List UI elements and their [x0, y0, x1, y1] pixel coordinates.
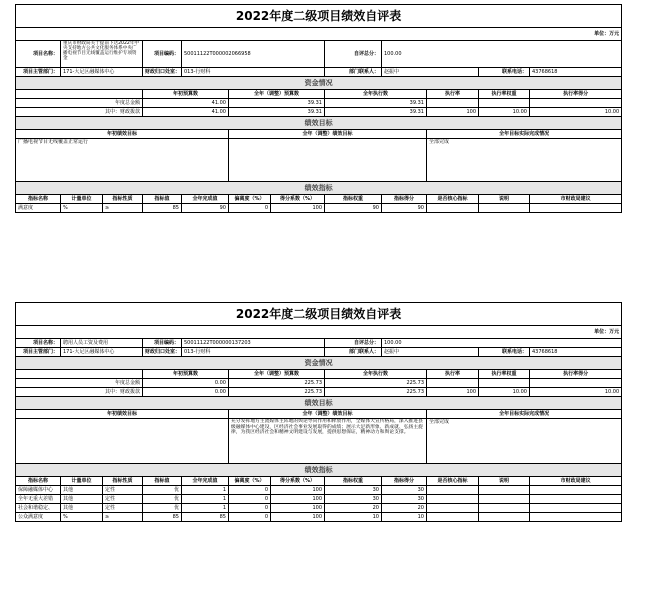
sheet-title: 2022年度二级项目绩效自评表 [16, 5, 622, 28]
funds-row [16, 388, 622, 397]
ind-cell: 1 [182, 504, 229, 513]
funds-header: 全年执行数 [325, 90, 427, 99]
ind-cell: 20 [325, 504, 382, 513]
section-indicators: 绩效指标 [16, 464, 622, 477]
ind-cell: 100 [271, 513, 325, 522]
funds-cell: 39.31 [325, 99, 427, 108]
ind-header: 计量单位 [61, 195, 103, 204]
phone-value: 43768618 [530, 68, 622, 77]
ind-header: 指标值 [143, 195, 182, 204]
funds-row-label: 其中：财政拨款 [16, 108, 143, 117]
ind-cell: 1 [182, 486, 229, 495]
funds-header: 年初预算数 [143, 90, 229, 99]
funds-cell [479, 379, 530, 388]
sheet-table [15, 302, 622, 522]
ind-cell [427, 495, 479, 504]
contact-label: 部门联系人： [325, 68, 382, 77]
goal-adjusted [229, 139, 427, 182]
self-score-value: 100.00 [382, 41, 622, 68]
ind-header: 市财政局建议 [530, 477, 622, 486]
ind-cell: 100 [271, 204, 325, 213]
ind-header: 偏离度（%） [229, 477, 271, 486]
ind-cell: 保障融媒体中心 [16, 486, 61, 495]
goal-header: 全年（调整）绩效目标 [229, 410, 427, 419]
funds-cell: 10.00 [530, 388, 622, 397]
ind-header: 指标得分 [382, 477, 427, 486]
ind-cell: 85 [182, 513, 229, 522]
funds-cell: 100 [427, 388, 479, 397]
goal-initial: 广播电视节目无线覆盖正常运行 [16, 139, 229, 182]
funds-cell: 41.00 [143, 108, 229, 117]
ind-cell: 0 [229, 513, 271, 522]
section-goals: 绩效目标 [16, 117, 622, 130]
funds-header: 执行率 [427, 90, 479, 99]
project-name-label: 项目名称： [16, 41, 61, 68]
ind-cell: 10 [325, 513, 382, 522]
ind-header: 是否核心指标 [427, 195, 479, 204]
ind-cell: 85 [143, 204, 182, 213]
project-code-label: 项目编码： [143, 41, 182, 68]
funds-header-blank [16, 370, 143, 379]
ind-cell: 优 [143, 486, 182, 495]
project-code-value: 50011122T000002066958 [182, 41, 325, 68]
finance-office-value: 013-行财科 [182, 68, 325, 77]
performance-sheet-1 [15, 4, 621, 260]
ind-cell: ≥ [103, 513, 143, 522]
funds-cell [530, 379, 622, 388]
funds-header: 全年执行数 [325, 370, 427, 379]
performance-sheet-2 [15, 302, 621, 579]
indicator-row [16, 513, 622, 522]
finance-office-label: 财政归口处室： [143, 68, 182, 77]
funds-cell: 39.31 [325, 108, 427, 117]
ind-header: 指标权重 [325, 477, 382, 486]
project-name-value: 重庆市财政局关于提前下达2022年中央支持地方公共文化服务体系中央广播电视节目无线覆盖运行维护专项资金 [61, 41, 143, 68]
section-funds: 资金情况 [16, 77, 622, 90]
unit-label: 单位：万元 [16, 326, 622, 339]
funds-row-label: 其中：财政拨款 [16, 388, 143, 397]
funds-header: 执行率得分 [530, 90, 622, 99]
self-score-value: 100.00 [382, 339, 622, 348]
funds-cell: 100 [427, 108, 479, 117]
ind-cell [530, 486, 622, 495]
ind-cell: 85 [143, 513, 182, 522]
ind-cell: 0 [229, 204, 271, 213]
ind-header: 指标值 [143, 477, 182, 486]
dept-value: 171-大足区融媒体中心 [61, 348, 143, 357]
section-indicators: 绩效指标 [16, 182, 622, 195]
self-score-label: 自评总分： [325, 339, 382, 348]
sheet-title: 2022年度二级项目绩效自评表 [16, 303, 622, 326]
ind-cell: 满意度 [16, 204, 61, 213]
ind-cell [427, 513, 479, 522]
funds-header: 全年（调整）预算数 [229, 90, 325, 99]
ind-header: 计量单位 [61, 477, 103, 486]
ind-cell [427, 204, 479, 213]
funds-header: 执行率得分 [530, 370, 622, 379]
ind-cell: % [61, 513, 103, 522]
dept-label: 项目主管部门： [16, 68, 61, 77]
funds-row [16, 99, 622, 108]
ind-cell: 100 [271, 504, 325, 513]
ind-cell: 100 [271, 495, 325, 504]
ind-header: 指标权重 [325, 195, 382, 204]
ind-header: 得分系数（%） [271, 477, 325, 486]
funds-header: 执行率权重 [479, 90, 530, 99]
funds-header: 执行率 [427, 370, 479, 379]
ind-cell [427, 504, 479, 513]
ind-header: 说明 [479, 477, 530, 486]
funds-cell: 225.73 [229, 379, 325, 388]
ind-cell: 其他 [61, 486, 103, 495]
ind-header: 指标性质 [103, 195, 143, 204]
ind-cell [479, 495, 530, 504]
ind-cell: 30 [325, 486, 382, 495]
goal-header: 全年目标实际完成情况 [427, 130, 622, 139]
phone-label: 联系电话： [479, 68, 530, 77]
ind-cell [530, 204, 622, 213]
ind-cell: 30 [325, 495, 382, 504]
goal-actual: 全部完成 [427, 419, 622, 464]
ind-header: 指标性质 [103, 477, 143, 486]
funds-cell: 39.31 [229, 108, 325, 117]
ind-cell [427, 486, 479, 495]
funds-header: 年初预算数 [143, 370, 229, 379]
ind-cell [479, 513, 530, 522]
funds-cell: 39.31 [229, 99, 325, 108]
funds-row-label: 年度总金额 [16, 99, 143, 108]
project-name-label: 项目名称： [16, 339, 61, 348]
ind-cell [530, 504, 622, 513]
funds-cell [427, 379, 479, 388]
goal-header: 年初绩效目标 [16, 410, 229, 419]
funds-cell [479, 99, 530, 108]
contact-value: 赵振中 [382, 68, 479, 77]
ind-cell: 社会和谐稳定、 [16, 504, 61, 513]
self-score-label: 自评总分： [325, 41, 382, 68]
funds-cell: 10.00 [530, 108, 622, 117]
indicator-row [16, 486, 622, 495]
unit-label: 单位：万元 [16, 28, 622, 41]
ind-cell: 0 [229, 504, 271, 513]
ind-cell [479, 486, 530, 495]
project-code-value: 50011122T000000137203 [182, 339, 325, 348]
funds-row [16, 108, 622, 117]
ind-cell: 20 [382, 504, 427, 513]
section-goals: 绩效目标 [16, 397, 622, 410]
ind-cell: 30 [382, 495, 427, 504]
ind-cell: 定性 [103, 504, 143, 513]
ind-header: 全年完成值 [182, 477, 229, 486]
ind-header: 指标名称 [16, 477, 61, 486]
ind-cell: 定性 [103, 495, 143, 504]
contact-value: 赵振中 [382, 348, 479, 357]
ind-cell: 90 [182, 204, 229, 213]
goal-actual: 全部完成 [427, 139, 622, 182]
contact-label: 部门联系人： [325, 348, 382, 357]
funds-cell: 10.00 [479, 388, 530, 397]
funds-cell: 41.00 [143, 99, 229, 108]
section-funds: 资金情况 [16, 357, 622, 370]
ind-cell [479, 204, 530, 213]
project-code-label: 项目编码： [143, 339, 182, 348]
indicator-row [16, 204, 622, 213]
funds-row-label: 年度总金额 [16, 379, 143, 388]
ind-cell: 其他 [61, 504, 103, 513]
ind-cell: 优 [143, 504, 182, 513]
funds-cell: 225.73 [325, 388, 427, 397]
ind-header: 全年完成值 [182, 195, 229, 204]
funds-cell: 10.00 [479, 108, 530, 117]
ind-cell: 30 [382, 486, 427, 495]
indicator-row [16, 504, 622, 513]
goal-header: 年初绩效目标 [16, 130, 229, 139]
sheet-table [15, 4, 622, 213]
ind-header: 指标得分 [382, 195, 427, 204]
ind-header: 说明 [479, 195, 530, 204]
goal-header: 全年（调整）绩效目标 [229, 130, 427, 139]
funds-cell: 0.00 [143, 379, 229, 388]
funds-header: 全年（调整）预算数 [229, 370, 325, 379]
funds-cell: 225.73 [325, 379, 427, 388]
ind-cell: 公众满意度 [16, 513, 61, 522]
goal-initial [16, 419, 229, 464]
funds-cell: 0.00 [143, 388, 229, 397]
dept-label: 项目主管部门： [16, 348, 61, 357]
project-name-value: 聘用人员工资及费用 [61, 339, 143, 348]
ind-header: 得分系数（%） [271, 195, 325, 204]
ind-cell: % [61, 204, 103, 213]
ind-header: 指标名称 [16, 195, 61, 204]
funds-cell: 225.73 [229, 388, 325, 397]
ind-cell [530, 513, 622, 522]
ind-cell: 全年无重大差错 [16, 495, 61, 504]
ind-cell: 90 [382, 204, 427, 213]
ind-cell: 定性 [103, 486, 143, 495]
ind-cell: 1 [182, 495, 229, 504]
goal-header: 全年目标实际完成情况 [427, 410, 622, 419]
funds-cell [530, 99, 622, 108]
ind-header: 是否核心指标 [427, 477, 479, 486]
indicator-row [16, 495, 622, 504]
funds-cell [427, 99, 479, 108]
ind-cell: 优 [143, 495, 182, 504]
funds-row [16, 379, 622, 388]
finance-office-value: 013-行财科 [182, 348, 325, 357]
ind-cell: 0 [229, 495, 271, 504]
dept-value: 171-大足区融媒体中心 [61, 68, 143, 77]
funds-header: 执行率权重 [479, 370, 530, 379]
phone-value: 43768618 [530, 348, 622, 357]
ind-cell: 10 [382, 513, 427, 522]
ind-cell: 其他 [61, 495, 103, 504]
ind-cell: 90 [325, 204, 382, 213]
ind-cell: 100 [271, 486, 325, 495]
finance-office-label: 财政归口处室： [143, 348, 182, 357]
ind-cell [479, 504, 530, 513]
ind-header: 市财政局建议 [530, 195, 622, 204]
phone-label: 联系电话： [479, 348, 530, 357]
ind-cell: ≥ [103, 204, 143, 213]
funds-header-blank [16, 90, 143, 99]
ind-header: 偏离度（%） [229, 195, 271, 204]
ind-cell [530, 495, 622, 504]
ind-cell: 0 [229, 486, 271, 495]
goal-adjusted: 充分发挥地方主流媒体主阵地的舆论导向作用和释放作用，全媒体大宣传格局，深入推进县级融媒体中心建设，区经济社会事业发展取得的成绩；展示大足新形象、新成就、弘扬主旋律，为我区经济社会和精神文明建设与发展，提供思想保证，精神动力和舆论支撑。 [229, 419, 427, 464]
